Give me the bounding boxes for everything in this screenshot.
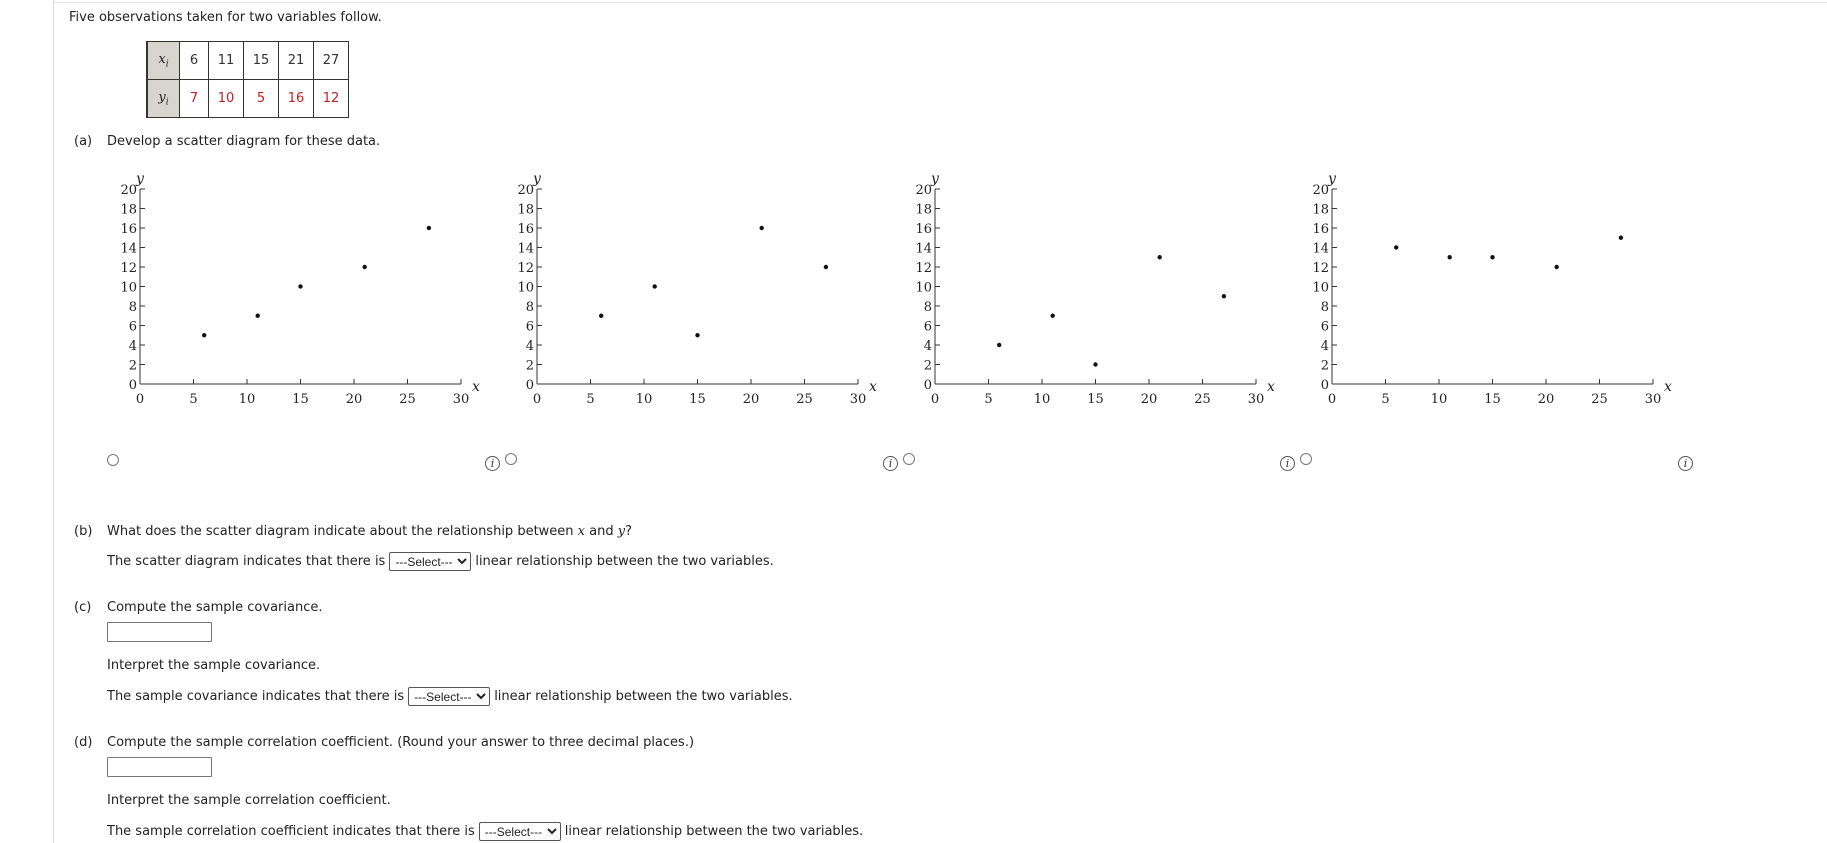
y-tick-label: 0 (525, 378, 534, 393)
y-tick-label: 2 (923, 358, 932, 374)
y-tick-label: 18 (915, 202, 932, 218)
scatter-point (1093, 362, 1097, 366)
x-tick-label: 5 (984, 392, 993, 407)
top-divider (53, 2, 1827, 3)
scatter-point (363, 265, 367, 269)
data-table (146, 41, 349, 118)
y-tick-label: 2 (128, 358, 137, 374)
part-b-sentence (107, 552, 774, 571)
scatter-svg (497, 164, 897, 416)
y-tick-label: 8 (525, 300, 534, 315)
x-tick-label: 20 (1140, 392, 1158, 407)
y-axis-label: y (136, 171, 144, 187)
scatter-point (1555, 265, 1559, 269)
scatter-point (202, 333, 206, 337)
y-tick-label: 14 (517, 241, 534, 257)
scatter-option-3-radio[interactable] (903, 453, 915, 465)
part-b-prompt (107, 524, 632, 539)
y-label: y (158, 89, 166, 105)
y-tick-label: 14 (120, 241, 137, 257)
x-tick-label: 25 (1194, 392, 1211, 407)
x-axis-label: x (472, 379, 480, 395)
scatter-point (1222, 294, 1226, 298)
y-cell: 12 (314, 80, 349, 118)
x-tick-label: 5 (586, 392, 595, 407)
y-subscript: i (165, 97, 169, 108)
var-y: y (617, 524, 626, 539)
scatter-svg (100, 164, 500, 416)
scatter-point (695, 333, 699, 337)
part-a-letter: (a) (74, 134, 93, 149)
y-tick-label: 16 (120, 222, 137, 237)
x-row-header (147, 42, 180, 80)
y-cell: 5 (244, 80, 279, 118)
y-tick-label: 8 (128, 300, 137, 315)
table-row-x (147, 42, 349, 80)
part-c-prompt: Compute the sample covariance. (107, 600, 323, 615)
y-tick-label: 16 (915, 222, 932, 237)
scatter-point (256, 314, 260, 318)
y-tick-label: 12 (517, 261, 534, 276)
y-tick-label: 2 (525, 358, 534, 374)
scatter-point (1490, 255, 1494, 259)
scatter-plot-1 (100, 164, 500, 416)
y-tick-label: 2 (1320, 358, 1329, 374)
y-tick-label: 16 (1312, 222, 1329, 237)
var-x: x (577, 524, 586, 539)
scatter-point (1158, 255, 1162, 259)
y-tick-label: 10 (517, 280, 534, 296)
part-d-relationship-select[interactable] (479, 822, 561, 841)
x-tick-label: 30 (1247, 392, 1265, 407)
x-tick-label: 5 (189, 392, 198, 407)
y-tick-label: 6 (525, 319, 534, 335)
part-d-letter: (d) (74, 735, 93, 750)
x-tick-label: 15 (1484, 392, 1501, 407)
y-tick-label: 16 (517, 222, 534, 237)
x-tick-label: 30 (1644, 392, 1662, 407)
info-icon[interactable]: i (1678, 456, 1693, 471)
x-tick-label: 0 (930, 392, 940, 407)
y-tick-label: 10 (915, 280, 932, 296)
y-tick-label: 20 (120, 183, 137, 198)
y-tick-label: 0 (1320, 378, 1329, 393)
y-tick-label: 0 (923, 378, 932, 393)
part-c-letter: (c) (74, 600, 92, 615)
x-tick-label: 0 (135, 392, 145, 407)
y-tick-label: 20 (1312, 183, 1329, 198)
scatter-plot-4 (1292, 164, 1692, 416)
scatter-point (824, 265, 828, 269)
part-b-letter: (b) (74, 524, 93, 539)
x-axis-label: x (1664, 379, 1672, 395)
scatter-point (760, 226, 764, 230)
y-tick-label: 14 (1312, 241, 1329, 257)
table-row-y (147, 80, 349, 118)
x-subscript: i (165, 59, 169, 70)
x-tick-label: 10 (238, 392, 256, 407)
y-axis-label: y (533, 171, 541, 187)
x-axis-label: x (1267, 379, 1275, 395)
x-tick-label: 20 (1537, 392, 1555, 407)
y-tick-label: 18 (517, 202, 534, 218)
y-tick-label: 4 (1320, 339, 1329, 354)
y-tick-label: 4 (923, 339, 932, 354)
part-b-prompt-end: ? (625, 524, 633, 539)
part-a-prompt: Develop a scatter diagram for these data. (107, 134, 381, 149)
correlation-coefficient-input[interactable] (107, 757, 212, 777)
x-cell: 27 (314, 42, 349, 80)
y-tick-label: 14 (915, 241, 932, 257)
y-tick-label: 8 (1320, 300, 1329, 315)
part-d-interpret-prompt: Interpret the sample correlation coefficient. (107, 793, 391, 808)
scatter-svg (895, 164, 1295, 416)
x-tick-label: 0 (532, 392, 542, 407)
y-tick-label: 4 (525, 339, 534, 354)
scatter-plot-2 (497, 164, 897, 416)
left-divider (53, 0, 54, 843)
scatter-option-2-radio[interactable] (505, 453, 517, 465)
y-tick-label: 18 (120, 202, 137, 218)
x-tick-label: 15 (1087, 392, 1104, 407)
x-tick-label: 25 (399, 392, 416, 407)
part-d-sentence-post: linear relationship between the two variables. (564, 824, 864, 839)
scatter-point (298, 284, 302, 288)
scatter-point (1619, 236, 1623, 240)
scatter-point (997, 343, 1001, 347)
x-tick-label: 15 (292, 392, 309, 407)
y-tick-label: 12 (1312, 261, 1329, 276)
x-tick-label: 20 (742, 392, 760, 407)
x-label: x (158, 51, 166, 67)
scatter-point (427, 226, 431, 230)
scatter-point (1448, 255, 1452, 259)
part-c-sentence-post: linear relationship between the two variables. (494, 689, 793, 704)
scatter-svg (1292, 164, 1692, 416)
y-tick-label: 6 (1320, 319, 1329, 335)
y-tick-label: 20 (517, 183, 534, 198)
y-tick-label: 4 (128, 339, 137, 354)
part-b-prompt-and: and (585, 524, 618, 539)
y-cell: 7 (180, 80, 209, 118)
y-tick-label: 10 (1312, 280, 1329, 296)
scatter-point (653, 284, 657, 288)
y-tick-label: 20 (915, 183, 932, 198)
x-tick-label: 20 (345, 392, 363, 407)
x-tick-label: 10 (1033, 392, 1051, 407)
x-tick-label: 10 (635, 392, 653, 407)
y-tick-label: 6 (923, 319, 932, 335)
y-tick-label: 12 (120, 261, 137, 276)
y-axis-label: y (931, 171, 939, 187)
x-cell: 15 (244, 42, 279, 80)
x-tick-label: 0 (1327, 392, 1337, 407)
y-tick-label: 10 (120, 280, 137, 296)
part-c-sentence-pre: The sample covariance indicates that there is (107, 689, 405, 704)
info-icon[interactable]: i (883, 456, 898, 471)
y-cell: 10 (209, 80, 244, 118)
y-axis-label: y (1328, 171, 1336, 187)
part-d-sentence (107, 822, 863, 841)
info-icon[interactable]: i (485, 456, 500, 471)
x-tick-label: 15 (689, 392, 706, 407)
x-axis-label: x (869, 379, 877, 395)
part-b-relationship-select[interactable] (389, 552, 471, 571)
x-tick-label: 5 (1381, 392, 1390, 407)
part-b-sentence-post: linear relationship between the two variables. (475, 554, 774, 569)
part-d-prompt: Compute the sample correlation coefficient. (Round your answer to three decimal places.) (107, 735, 695, 750)
y-tick-label: 12 (915, 261, 932, 276)
x-cell: 21 (279, 42, 314, 80)
x-tick-label: 30 (849, 392, 867, 407)
x-cell: 6 (180, 42, 209, 80)
x-tick-label: 30 (452, 392, 470, 407)
x-tick-label: 25 (1591, 392, 1608, 407)
info-icon[interactable]: i (1280, 456, 1295, 471)
part-b-sentence-pre: The scatter diagram indicates that there is (107, 554, 386, 569)
intro-text: Five observations taken for two variables follow. (69, 10, 382, 25)
y-tick-label: 0 (128, 378, 137, 393)
part-c-interpret-prompt: Interpret the sample covariance. (107, 658, 321, 673)
y-tick-label: 8 (923, 300, 932, 315)
x-cell: 11 (209, 42, 244, 80)
x-tick-label: 10 (1430, 392, 1448, 407)
scatter-point (599, 314, 603, 318)
scatter-plot-3 (895, 164, 1295, 416)
scatter-option-4-radio[interactable] (1300, 453, 1312, 465)
sample-covariance-input[interactable] (107, 622, 212, 642)
y-row-header (147, 80, 180, 118)
part-d-sentence-pre: The sample correlation coefficient indicates that there is (107, 824, 475, 839)
part-b-prompt-text: What does the scatter diagram indicate about the relationship between (107, 524, 578, 539)
y-cell: 16 (279, 80, 314, 118)
scatter-option-1-radio[interactable] (107, 454, 119, 466)
scatter-point (1394, 245, 1398, 249)
part-c-sentence (107, 687, 793, 706)
x-tick-label: 25 (796, 392, 813, 407)
scatter-point (1051, 314, 1055, 318)
y-tick-label: 18 (1312, 202, 1329, 218)
y-tick-label: 6 (128, 319, 137, 335)
part-c-relationship-select[interactable] (408, 687, 490, 706)
